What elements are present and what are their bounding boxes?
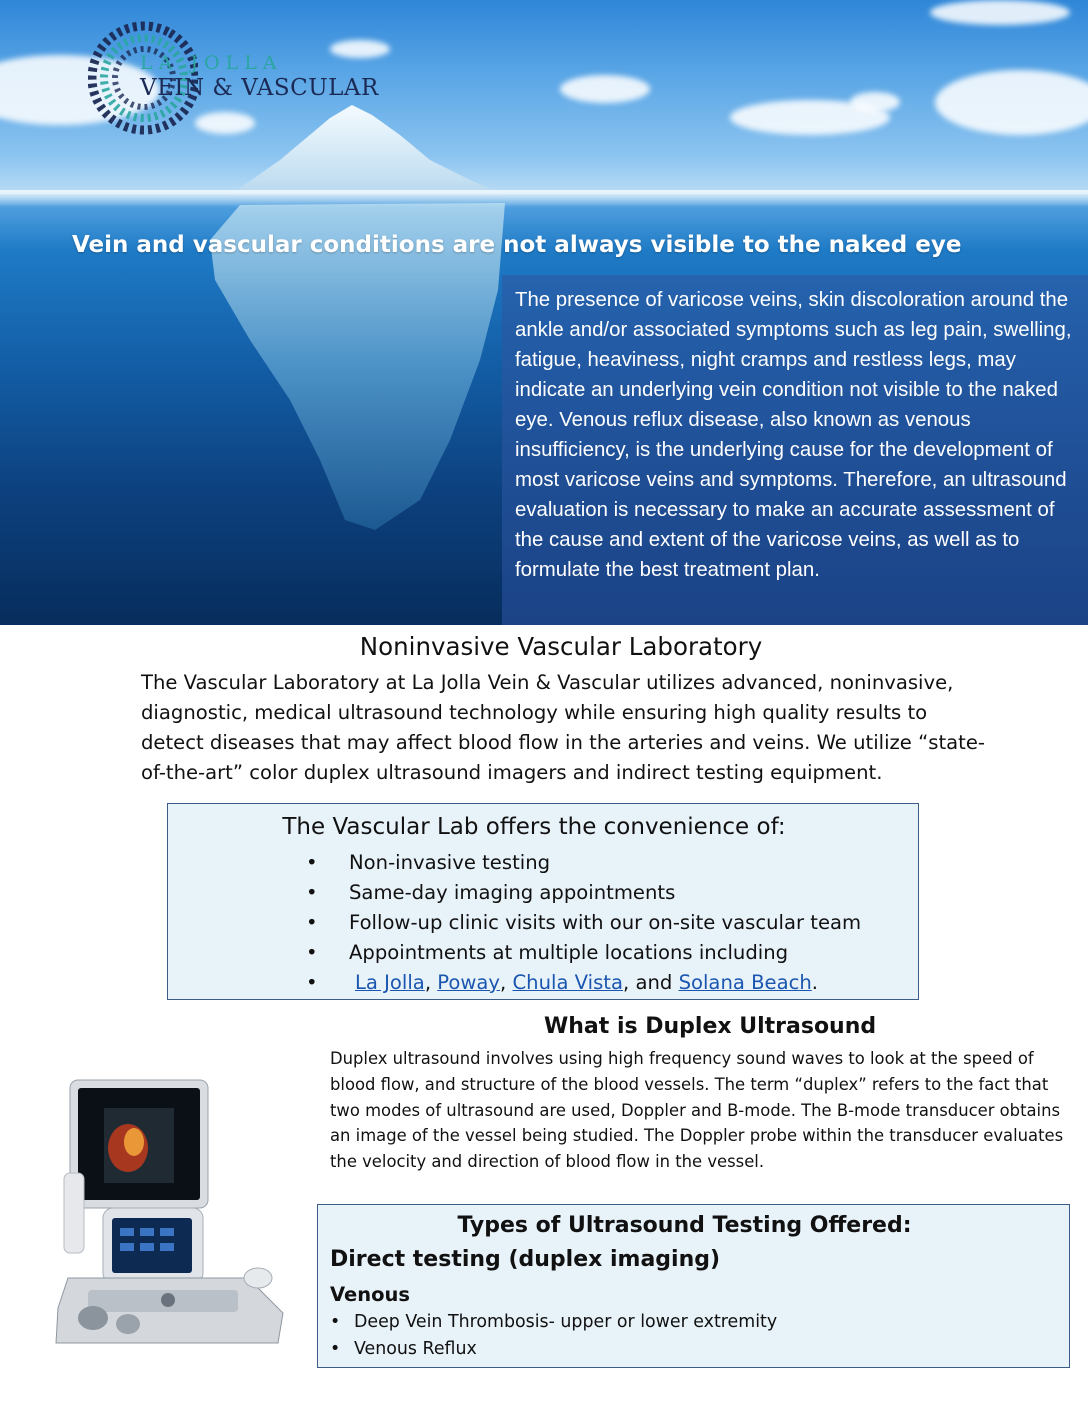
list-item: • Appointments at multiple locations including <box>306 938 861 968</box>
list-item: • Venous Reflux <box>330 1336 777 1363</box>
separator: , and <box>623 971 679 994</box>
hero-title: Vein and vascular conditions are not always visible to the naked eye <box>72 232 962 258</box>
list-item: • Non-invasive testing <box>306 848 861 878</box>
lab-heading: Noninvasive Vascular Laboratory <box>359 632 763 661</box>
types-list <box>330 1309 777 1363</box>
separator: , <box>500 971 513 994</box>
location-link-chula-vista[interactable]: Chula Vista <box>512 971 623 994</box>
logo-text-line2: VEIN & VASCULAR <box>140 75 379 101</box>
hero-banner <box>0 0 1088 625</box>
locations-list-item <box>306 968 861 998</box>
duplex-heading: What is Duplex Ultrasound <box>544 1014 877 1039</box>
offers-title: The Vascular Lab offers the convenience of: <box>282 814 786 840</box>
types-box <box>317 1204 1070 1368</box>
types-category: Venous <box>330 1283 411 1306</box>
logo <box>88 14 388 139</box>
list-item: • Follow-up clinic visits with our on-site vascular team <box>306 908 861 938</box>
duplex-description: Duplex ultrasound involves using high frequency sound waves to look at the speed of blood flow, and structure of the blood vessels. The term “duplex” refers to the fact that two modes of ultrasound are used, Doppler and B-mode. The B-mode transducer obtains an image of the vessel being studied. The Doppler probe within the transducer evaluates the velocity and direction of blood flow in the vessel. <box>330 1049 1064 1172</box>
ultrasound-machine-image <box>48 1078 293 1348</box>
waterline <box>0 190 1088 208</box>
hero-body-text: The presence of varicose veins, skin discoloration around the ankle and/or associated symptoms such as leg pain, swelling, fatigue, heaviness, night cramps and restless legs, may indicate an underlying vein condition not visible to the naked eye. Venous reflux disease, also known as venous insufficiency, is the underlying cause for the development of most varicose veins and symptoms. Therefore, an ultrasound evaluation is necessary to make an accurate assessment of the cause and extent of the varicose veins, as well as to formulate the best treatment plan. <box>515 289 1072 581</box>
location-link-poway[interactable]: Poway <box>437 971 501 994</box>
separator: , <box>424 971 438 994</box>
offers-list <box>306 848 861 998</box>
list-item: • Same-day imaging appointments <box>306 878 861 908</box>
offers-box <box>167 803 919 1000</box>
hero-text-panel <box>502 275 1088 625</box>
list-item: • Deep Vein Thrombosis- upper or lower extremity <box>330 1309 777 1336</box>
location-link-la-jolla[interactable]: La Jolla <box>355 971 425 994</box>
types-title: Types of Ultrasound Testing Offered: <box>457 1213 912 1238</box>
types-subtitle: Direct testing (duplex imaging) <box>330 1247 721 1272</box>
end-punctuation: . <box>811 971 819 994</box>
logo-text-line1: LA JOLLA <box>140 52 283 74</box>
location-link-solana-beach[interactable]: Solana Beach <box>678 971 812 994</box>
lab-description: The Vascular Laboratory at La Jolla Vein & Vascular utilizes advanced, noninvasive, diagnostic, medical ultrasound technology while ensuring high quality results to detect diseases that may affect blood flow in the arteries and veins. We utilize “state-of-the-art” color duplex ultrasound imagers and indirect testing equipment. <box>141 671 985 784</box>
